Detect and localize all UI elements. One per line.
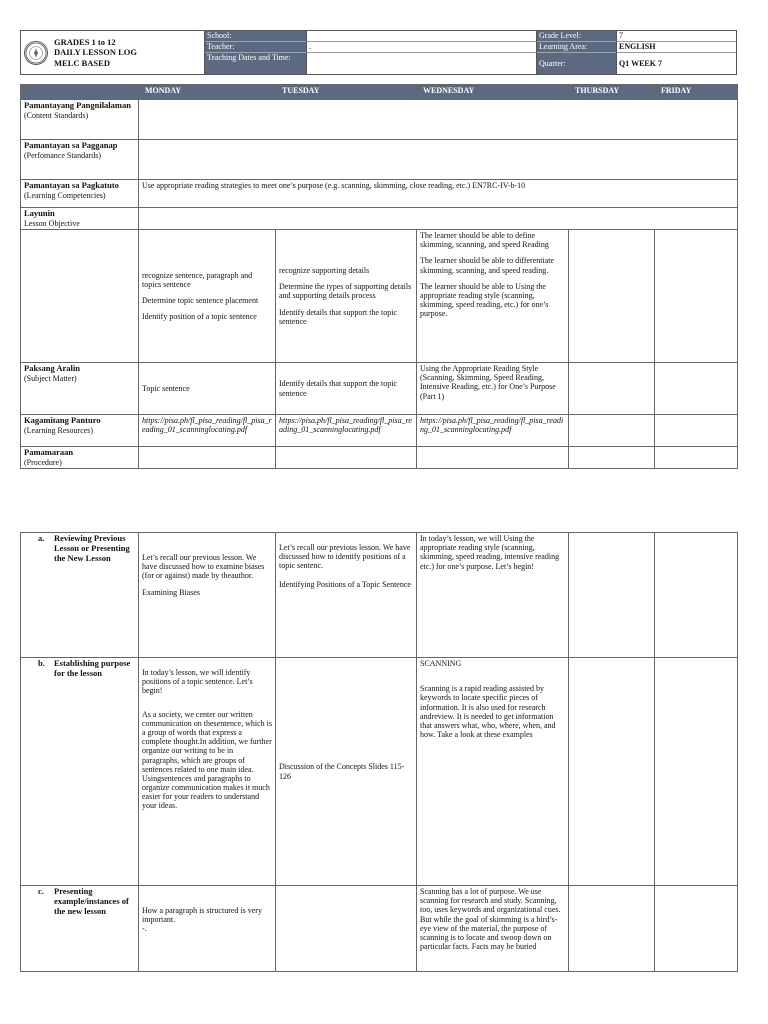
performance-standards-label: Pamantayan sa Pagganap (Perfomance Standards)	[21, 140, 139, 180]
competencies-label: Pamantayan sa Pagkatuto (Learning Competencies)	[21, 180, 139, 208]
day-header-wednesday: WEDNESDAY	[417, 85, 569, 100]
step-c-monday: How a paragraph is structured is very important. -.	[139, 886, 276, 972]
area-label: Learning Area:	[537, 42, 616, 53]
resources-label: Kagamitang Panturo (Learning Resources)	[21, 415, 139, 447]
step-b-thursday	[569, 658, 655, 886]
resources-friday	[655, 415, 738, 447]
procedure-table	[20, 532, 738, 972]
procedure-wednesday	[417, 447, 569, 469]
school-label: School:	[205, 31, 306, 42]
subject-wednesday: Using the Appropriate Reading Style (Scanning, Skimming, Speed Reading, Intensive Reading, etc.) for One’s Purpose (Part 1)	[417, 363, 569, 415]
row-step-a	[21, 533, 738, 658]
row-procedure	[21, 447, 738, 469]
row-competencies	[21, 180, 738, 208]
subject-friday	[655, 363, 738, 415]
dates-label: Teaching Dates and Time:	[205, 53, 306, 74]
resource-link-wednesday[interactable]: https://pisa.ph/fl_pisa_reading/fl_pisa_reading_01_scanninglocating.pdf	[417, 415, 569, 447]
objectives-thursday	[569, 230, 655, 363]
day-header-row	[21, 85, 738, 100]
area-value: ENGLISH	[617, 42, 736, 53]
header-title-line-1: GRADES 1 to 12	[54, 37, 116, 48]
school-value	[307, 31, 536, 42]
row-step-c	[21, 886, 738, 972]
step-a-friday	[655, 533, 738, 658]
objective-cell	[139, 208, 738, 230]
step-a-label: a. Reviewing Previous Lesson or Presenting the New Lesson	[21, 533, 139, 658]
resource-link-tuesday[interactable]: https://pisa.ph/fl_pisa_reading/fl_pisa_reading_01_scanninglocating.pdf	[276, 415, 417, 447]
header-title-line-2: DAILY LESSON LOG	[54, 47, 137, 58]
day-header-monday: MONDAY	[139, 85, 276, 100]
grade-label: Grade Level:	[537, 31, 616, 42]
step-b-tuesday: Discussion of the Concepts Slides 115-126	[276, 658, 417, 886]
quarter-value: Q1 WEEK 7	[619, 58, 662, 68]
header-logo-area	[21, 31, 205, 74]
step-c-thursday	[569, 886, 655, 972]
lesson-log-table	[20, 84, 738, 469]
step-b-friday	[655, 658, 738, 886]
dates-value	[307, 53, 536, 74]
step-a-monday: Let’s recall our previous lesson. We have discussed how to examine biases (for or against) made by theauthor. Examining Biases	[139, 533, 276, 658]
day-header-tuesday: TUESDAY	[276, 85, 417, 100]
subject-thursday	[569, 363, 655, 415]
header-left-values	[307, 31, 537, 74]
objectives-friday	[655, 230, 738, 363]
step-c-friday	[655, 886, 738, 972]
step-c-tuesday	[276, 886, 417, 972]
procedure-monday	[139, 447, 276, 469]
row-step-b	[21, 658, 738, 886]
procedure-label: Pamamaraan (Procedure)	[21, 447, 139, 469]
row-resources	[21, 415, 738, 447]
row-objectives-detail	[21, 230, 738, 363]
step-a-wednesday: In today’s lesson, we will Using the appropriate reading style (scanning, skimming, speed reading, intensive reading etc.) for one’s purpose. Let’s begin!	[417, 533, 569, 658]
step-a-thursday	[569, 533, 655, 658]
teacher-value: .	[307, 42, 536, 53]
header-right-labels	[537, 31, 617, 74]
subject-monday: Topic sentence	[139, 363, 276, 415]
subject-tuesday: Identify details that support the topic sentence	[276, 363, 417, 415]
step-c-label: c. Presenting example/instances of the new lesson	[21, 886, 139, 972]
row-subject-matter	[21, 363, 738, 415]
row-performance-standards	[21, 140, 738, 180]
day-header-thursday: THURSDAY	[569, 85, 655, 100]
performance-standards-cell	[139, 140, 738, 180]
objectives-blank-label	[21, 230, 139, 363]
header-left-labels	[205, 31, 307, 74]
header-titles	[54, 37, 137, 68]
objectives-wednesday: The learner should be able to define skimming, scanning, and speed Reading The learner should be able to differentiate skimming, scanning, and speed reading. The learner should be able to Using the appropriate reading style (scanning, skimming, speed reading, etc.) for one’s purpose.	[417, 230, 569, 363]
procedure-thursday	[569, 447, 655, 469]
objectives-monday: recognize sentence, paragraph and topics sentence Determine topic sentence placement Identify position of a topic sentence	[139, 230, 276, 363]
step-a-tuesday: Let’s recall our previous lesson. We have discussed how to identify positions of a topic sentenc. Identifying Positions of a Topic Sentence	[276, 533, 417, 658]
grade-value: 7	[617, 31, 736, 42]
competencies-text: Use appropriate reading strategies to meet one’s purpose (e.g. scanning, skimming, close reading, etc.) EN7RC-IV-b-10	[139, 180, 738, 208]
dll-header	[20, 30, 737, 75]
procedure-tuesday	[276, 447, 417, 469]
deped-seal-logo	[24, 41, 48, 65]
content-standards-cell	[139, 100, 738, 140]
step-c-wednesday: Scanning has a lot of purpose. We use scanning for research and study. Scanning, too, uses keywords and organizational cues. But while the goal of skimming is a bird’s-eye view of the material, the purpose of scanning is to locate and swoop down on particular facts. Facts may be buried	[417, 886, 569, 972]
resource-link-monday[interactable]: https://pisa.ph/fl_pisa_reading/fl_pisa_reading_01_scanninglocating.pdf	[139, 415, 276, 447]
step-b-monday: In today’s lesson, we will identify positions of a topic sentence. Let’s begin! As a society, we center our written communication on thesentence, which is a group of words that express a complete thought.In addition, we further organize our writing to be in paragraphs, which are groups of sentences related to one main idea. Usingsentences and paragraphs to organize communication makes it much easier for your readers to understand your ideas.	[139, 658, 276, 886]
procedure-friday	[655, 447, 738, 469]
subject-label: Paksang Aralin (Subject Matter)	[21, 363, 139, 415]
content-standards-label: Pamantayang Pangnilalaman (Content Standards)	[21, 100, 139, 140]
header-right-values	[617, 31, 736, 74]
day-header-friday: FRIDAY	[655, 85, 738, 100]
objectives-tuesday: recognize supporting details Determine the types of supporting details and supporting details process Identify details that support the topic sentence	[276, 230, 417, 363]
quarter-label: Quarter:	[537, 53, 616, 74]
resources-thursday	[569, 415, 655, 447]
step-b-label: b. Establishing purpose for the lesson	[21, 658, 139, 886]
row-objective	[21, 208, 738, 230]
objective-label: Layunin Lesson Objective	[21, 208, 139, 230]
row-content-standards	[21, 100, 738, 140]
step-b-wednesday: SCANNING Scanning is a rapid reading assisted by keywords to locate specific pieces of information. It is also used for research andreview. It is needed to get information that answers what, who, where, when, and how. Take a look at these examples	[417, 658, 569, 886]
header-title-line-3: MELC BASED	[54, 57, 110, 68]
corner-header	[21, 85, 139, 100]
teacher-label: Teacher:	[205, 42, 306, 53]
